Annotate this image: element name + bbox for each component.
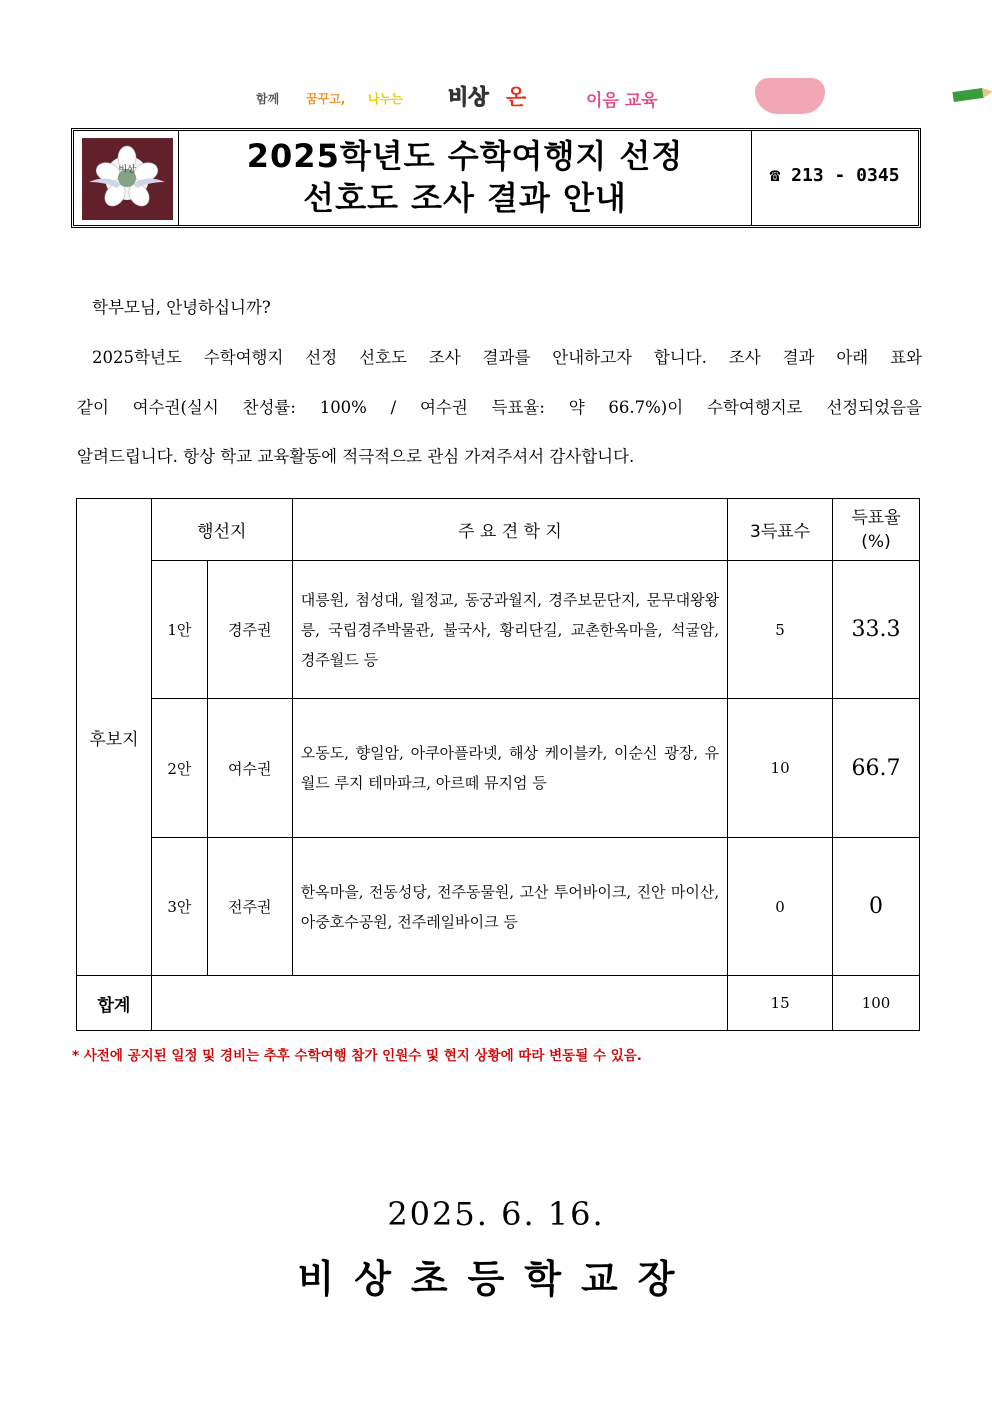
slogan-part4: 비상 — [448, 85, 489, 109]
heart-icon — [755, 78, 825, 114]
signature: 비상초등학교장 — [297, 1257, 695, 1301]
school-logo — [82, 138, 173, 220]
body-line2: 같이 여수권(실시 찬성률: 100% / 여수권 득표율: 약 66.7%)이 수학여행지로 선정되었음을 — [77, 398, 922, 417]
votes-value: 5 — [728, 561, 833, 699]
slogan-part2: 꿈꾸고, — [306, 92, 346, 106]
total-label: 합계 — [77, 976, 152, 1031]
logo-text: 비상 — [118, 165, 136, 175]
greeting: 학부모님, 안녕하십니까? — [92, 298, 271, 317]
slogan-part6: 이음 교육 — [586, 91, 658, 111]
header-box — [71, 128, 921, 228]
phone-value: 213 - 0345 — [791, 165, 900, 186]
body-line1: 2025학년도 수학여행지 선정 선호도 조사 결과를 안내하고자 합니다. 조사 결과 아래 표와 — [92, 348, 922, 367]
total-votes: 15 — [728, 976, 833, 1031]
header-rate-line1: 득표율 — [851, 507, 901, 528]
group-label: 후보지 — [77, 499, 152, 976]
title-line2: 선호도 조사 결과 안내 — [303, 179, 627, 217]
table-row — [77, 838, 920, 976]
header-sites: 주 요 견 학 지 — [292, 499, 727, 561]
phone-icon: ☎ — [769, 165, 781, 186]
header-votes: 3득표수 — [728, 499, 833, 561]
sites-list: 한옥마을, 전동성당, 전주동물원, 고산 투어바이크, 진안 마이산, 아중호수공원, 전주레일바이크 등 — [292, 838, 727, 976]
sites-list: 대릉원, 첨성대, 월정교, 동궁과월지, 경주보문단지, 문무대왕왕릉, 국립경주박물관, 불국사, 황리단길, 교촌한옥마을, 석굴암, 경주월드 등 — [292, 561, 727, 699]
date: 2025. 6. 16. — [387, 1195, 605, 1233]
results-table — [76, 498, 920, 1031]
votes-value: 10 — [728, 699, 833, 838]
page-title — [179, 135, 751, 219]
body-line3: 알려드립니다. 항상 학교 교육활동에 적극적으로 관심 가져주셔서 감사합니다. — [77, 447, 635, 466]
total-rate: 100 — [833, 976, 920, 1031]
school-emblem-icon — [82, 138, 173, 220]
slogan-part3: 나누는 — [368, 92, 403, 106]
header-rate-line2: (%) — [861, 531, 891, 552]
slogan-part1: 함께 — [256, 92, 280, 106]
plan-label: 2안 — [151, 699, 207, 838]
total-empty — [151, 976, 727, 1031]
table-header-row — [77, 499, 920, 561]
region-label: 경주권 — [207, 561, 292, 699]
rate-value: 33.3 — [833, 561, 920, 699]
region-label: 전주권 — [207, 838, 292, 976]
footnote: * 사전에 공지된 일정 및 경비는 추후 수학여행 참가 인원수 및 현지 상황에 따라 변동될 수 있음. — [72, 1048, 642, 1064]
header-rate — [833, 499, 920, 561]
pencil-icon — [952, 88, 983, 102]
phone-number — [752, 165, 917, 186]
rate-value: 66.7 — [833, 699, 920, 838]
rate-value: 0 — [833, 838, 920, 976]
slogan-part5: 온 — [506, 85, 527, 109]
table-row — [77, 699, 920, 838]
region-label: 여수권 — [207, 699, 292, 838]
slogan-banner — [250, 78, 740, 114]
sites-list: 오동도, 향일암, 아쿠아플라넷, 해상 케이블카, 이순신 광장, 유월드 루지 테마파크, 아르떼 뮤지엄 등 — [292, 699, 727, 838]
plan-label: 3안 — [151, 838, 207, 976]
plan-label: 1안 — [151, 561, 207, 699]
title-line1: 2025학년도 수학여행지 선정 — [246, 137, 684, 175]
total-row — [77, 976, 920, 1031]
table-row — [77, 561, 920, 699]
header-destination: 행선지 — [151, 499, 292, 561]
votes-value: 0 — [728, 838, 833, 976]
